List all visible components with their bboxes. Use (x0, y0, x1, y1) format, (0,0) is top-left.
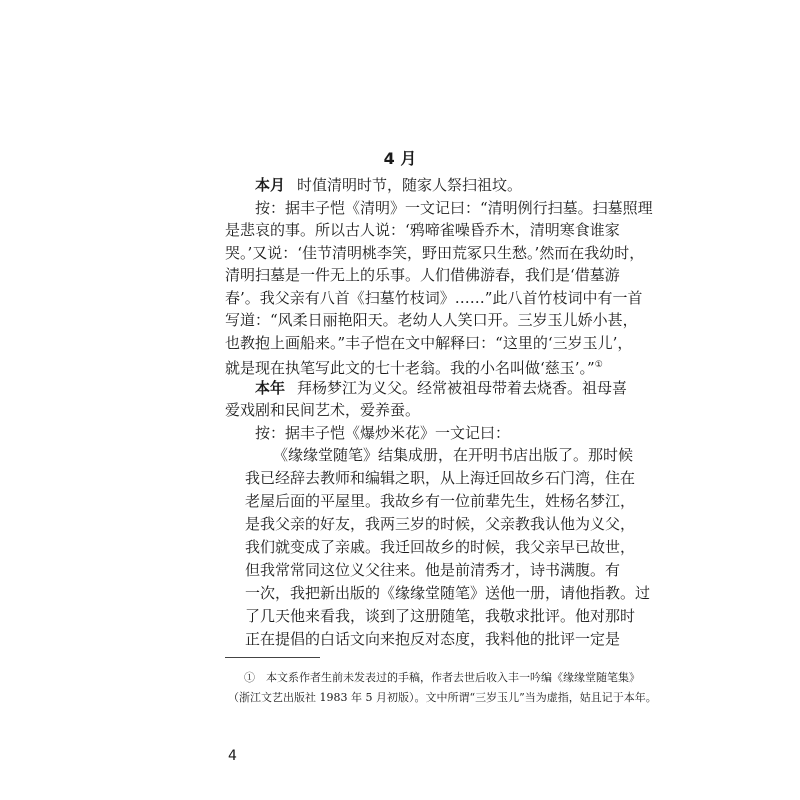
entry-text: 时值清明时节，随家人祭扫祖坟。 (297, 176, 523, 194)
note-line: 春’。我父亲有八首《扫墓竹枝词》……”此八首竹枝词中有一首 (225, 288, 643, 307)
quote-line: 但我常常同这位义父往来。他是前清秀才，诗书满腹。有 (245, 561, 621, 579)
quote-line: 一次，我把新出版的《缘缘堂随笔》送他一册，请他指教。过 (245, 584, 651, 602)
note-text: 就是现在执笔写此文的七十老翁。我的小名叫做‘慈玉’。” (225, 359, 595, 377)
entry-text: 拜杨梦江为义父。经常被祖母带着去烧香。祖母喜 (297, 378, 628, 397)
entry-label: 本年 (255, 378, 286, 397)
note-line: 哭。’又说：‘佳节清明桃李笑，野田荒冢只生愁。’然而在我幼时， (225, 243, 645, 262)
entry-label: 本月 (255, 176, 286, 194)
entry-line: 爱戏剧和民间艺术，爱养蚕。 (225, 401, 421, 419)
footnote-line: （浙江文艺出版社 1983 年 5 月初版）。文中所谓“三岁玉儿”当为虚指，姑且记于本年。 (228, 691, 657, 704)
quote-line: 《缘缘堂随笔》结集成册，在开明书店出版了。那时候 (273, 446, 634, 464)
note-line: 是悲哀的事。所以古人说：‘鸦啼雀噪昏乔木，清明寒食谁家 (225, 221, 620, 239)
block-quote (225, 444, 651, 651)
note-line: 按：据丰子恺《清明》一文记曰：“清明例行扫墓。扫墓照理 (255, 198, 653, 217)
section-title: 4 月 (383, 149, 417, 168)
main-text (225, 174, 653, 651)
note-intro: 按：据丰子恺《爆炒米花》一文记曰： (255, 423, 511, 442)
note-line: 清明扫墓是一件无上的乐事。人们借佛游春，我们是‘借墓游 (225, 266, 620, 284)
entry-this-year (225, 377, 628, 400)
footnote-divider (225, 657, 320, 658)
quote-line: 老屋后面的平屋里。我故乡有一位前辈先生，姓杨名梦江， (245, 492, 636, 510)
note-line-last (225, 354, 603, 377)
footnote-ref[interactable]: ① (594, 360, 603, 370)
page-number: 4 (228, 748, 237, 764)
quote-line: 我们就变成了亲戚。我迁回故乡的时候，我父亲早已故世， (245, 538, 636, 556)
footnote (228, 668, 657, 708)
note-line: 写道：“风柔日丽艳阳天。老幼人人笑口开。三岁玉儿娇小甚， (225, 311, 638, 329)
note-line: 也教抱上画船来。”丰子恺在文中解释曰：“这里的‘三岁玉儿’， (225, 333, 633, 352)
quote-line: 正在提倡的白话文向来抱反对态度，我料他的批评一定是 (245, 630, 621, 648)
quote-line: 我已经辞去教师和编辑之职，从上海迁回故乡石门湾，住在 (245, 469, 636, 487)
footnote-line: ① 本文系作者生前未发表过的手稿，作者去世后收入丰一吟编《缘缘堂随笔集》 (244, 671, 640, 684)
quote-line: 了几天他来看我，谈到了这册随笔，我敬求批评。他对那时 (245, 607, 636, 625)
entry-this-month (225, 174, 599, 197)
quote-line: 是我父亲的好友，我两三岁的时候，父亲教我认他为义父， (245, 515, 636, 533)
